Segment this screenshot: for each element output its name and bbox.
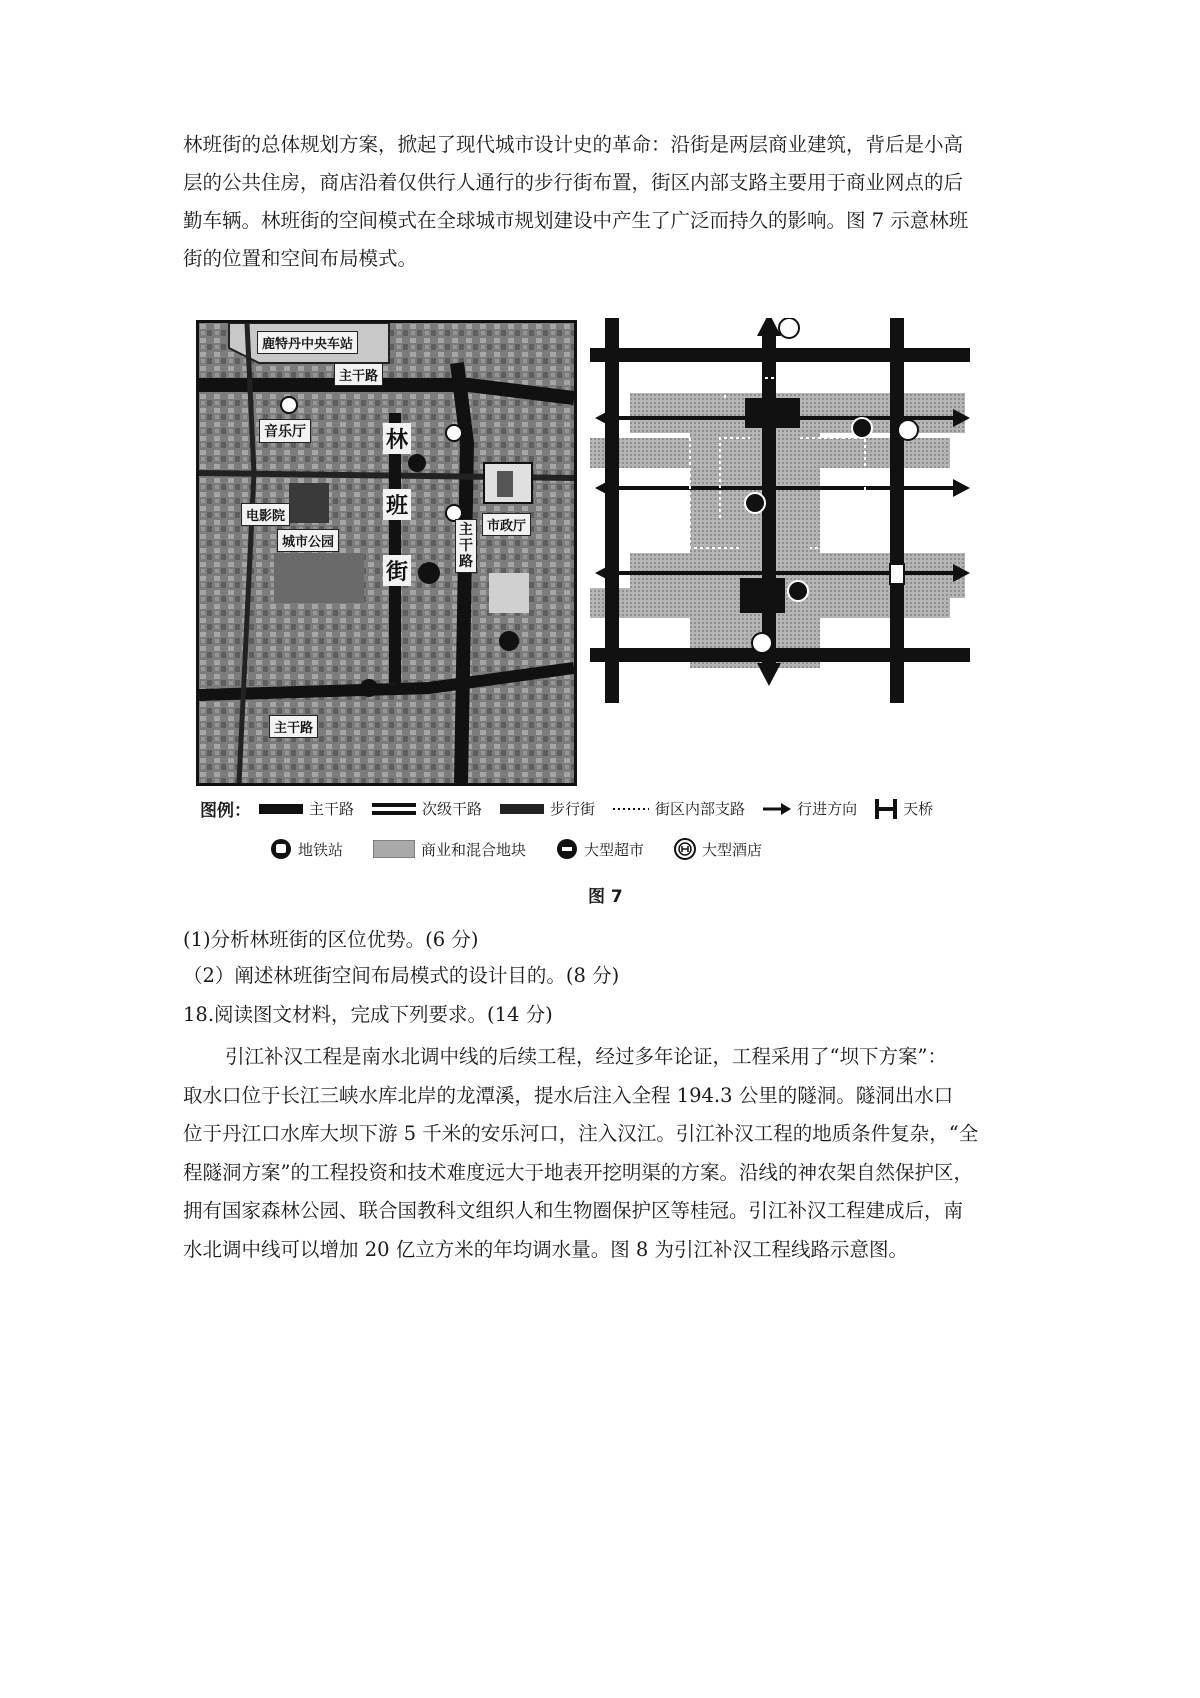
main-road-swatch — [259, 802, 303, 816]
map-label-city-park: 城市公园 — [277, 529, 339, 552]
legend-label: 大型酒店 — [702, 840, 763, 859]
map-label-street-char: 林 — [383, 423, 411, 454]
map-label-road-top: 主干路 — [334, 363, 383, 386]
intro-paragraph — [183, 126, 1026, 278]
legend-item-supermarket — [556, 838, 644, 860]
legend-item-metro — [270, 838, 343, 860]
legend-item-branch-road — [613, 798, 745, 819]
map-label-cinema: 电影院 — [241, 503, 290, 526]
figure-legend — [200, 796, 1040, 886]
legend-label: 次级干路 — [422, 800, 483, 818]
aerial-map-graphic — [199, 323, 574, 783]
arrow-right-icon — [763, 802, 791, 816]
supermarket-icon — [556, 838, 578, 860]
figure-caption: 图 7 — [588, 887, 623, 907]
map-label-road-vertical: 主干路 — [455, 519, 477, 573]
commercial-block-swatch — [373, 840, 415, 858]
material-paragraph — [183, 1038, 1026, 1269]
pedestrian-street-swatch — [500, 802, 544, 816]
intro-line: 林班街的总体规划方案，掀起了现代城市设计史的革命：沿街是两层商业建筑，背后是小高 — [183, 133, 964, 156]
legend-label: 主干路 — [309, 800, 355, 818]
legend-item-hotel — [674, 838, 762, 860]
question-18: 18.阅读图文材料，完成下列要求。(14 分) — [183, 1003, 553, 1026]
material-line: 位于丹江口水库大坝下游 5 千米的安乐河口，注入汉江。引江补汉工程的地质条件复杂，“全 — [183, 1122, 979, 1145]
secondary-road-swatch — [372, 802, 416, 816]
legend-item-secondary-road — [372, 798, 482, 819]
legend-title: 图例： — [200, 801, 251, 821]
map-label-concert-hall: 音乐厅 — [259, 419, 311, 443]
map-label-street-char: 街 — [383, 555, 411, 586]
bridge-icon — [875, 799, 897, 819]
intro-line: 勤车辆。林班街的空间模式在全球城市规划建设中产生了广泛而持久的影响。图 7 示意林班 — [183, 209, 969, 232]
legend-label: 地铁站 — [298, 840, 344, 859]
legend-label: 大型超市 — [584, 840, 645, 859]
intro-line: 街的位置和空间布局模式。 — [183, 247, 418, 270]
material-line: 程隧洞方案”的工程投资和技术难度远大于地表开挖明渠的方案。沿线的神农架自然保护区， — [183, 1160, 973, 1184]
map-label-city-hall: 市政厅 — [482, 513, 531, 536]
intro-line: 层的公共住房，商店沿着仅供行人通行的步行街布置，街区内部支路主要用于商业网点的后 — [183, 171, 964, 194]
metro-station-icon — [270, 838, 292, 860]
material-line: 拥有国家森林公园、联合国教科文组织人和生物圈保护区等桂冠。引江补汉工程建成后，南 — [183, 1199, 964, 1222]
legend-item-direction — [763, 798, 857, 819]
aerial-map — [196, 320, 577, 786]
map-label-street-char: 班 — [383, 489, 411, 520]
legend-label: 街区内部支路 — [655, 800, 746, 818]
legend-item-main-road — [259, 798, 354, 819]
legend-label: 天桥 — [903, 800, 934, 818]
layout-schema — [590, 318, 1040, 788]
material-line: 引江补汉工程是南水北调中线的后续工程，经过多年论证，工程采用了“坝下方案”： — [225, 1045, 947, 1068]
hotel-icon — [674, 838, 696, 860]
legend-label: 行进方向 — [797, 800, 858, 818]
material-line: 水北调中线可以增加 20 亿立方米的年均调水量。图 8 为引江补汉工程线路示意图。 — [183, 1237, 909, 1261]
question-2: （2）阐述林班街空间布局模式的设计目的。(8 分) — [183, 964, 620, 987]
figure-7 — [190, 318, 1040, 788]
question-1: (1)分析林班街的区位优势。(6 分) — [183, 928, 479, 951]
map-label-road-bottom: 主干路 — [269, 715, 318, 738]
legend-label: 步行街 — [550, 800, 596, 818]
legend-item-commercial — [373, 839, 526, 860]
map-label-station: 鹿特丹中央车站 — [257, 331, 358, 354]
legend-label: 商业和混合地块 — [421, 840, 527, 859]
material-line: 取水口位于长江三峡水库北岸的龙潭溪，提水后注入全程 194.3 公里的隧洞。隧洞出水口 — [183, 1083, 954, 1107]
legend-item-pedestrian-street — [500, 798, 595, 819]
legend-item-bridge — [875, 798, 933, 819]
branch-road-swatch — [613, 802, 649, 816]
